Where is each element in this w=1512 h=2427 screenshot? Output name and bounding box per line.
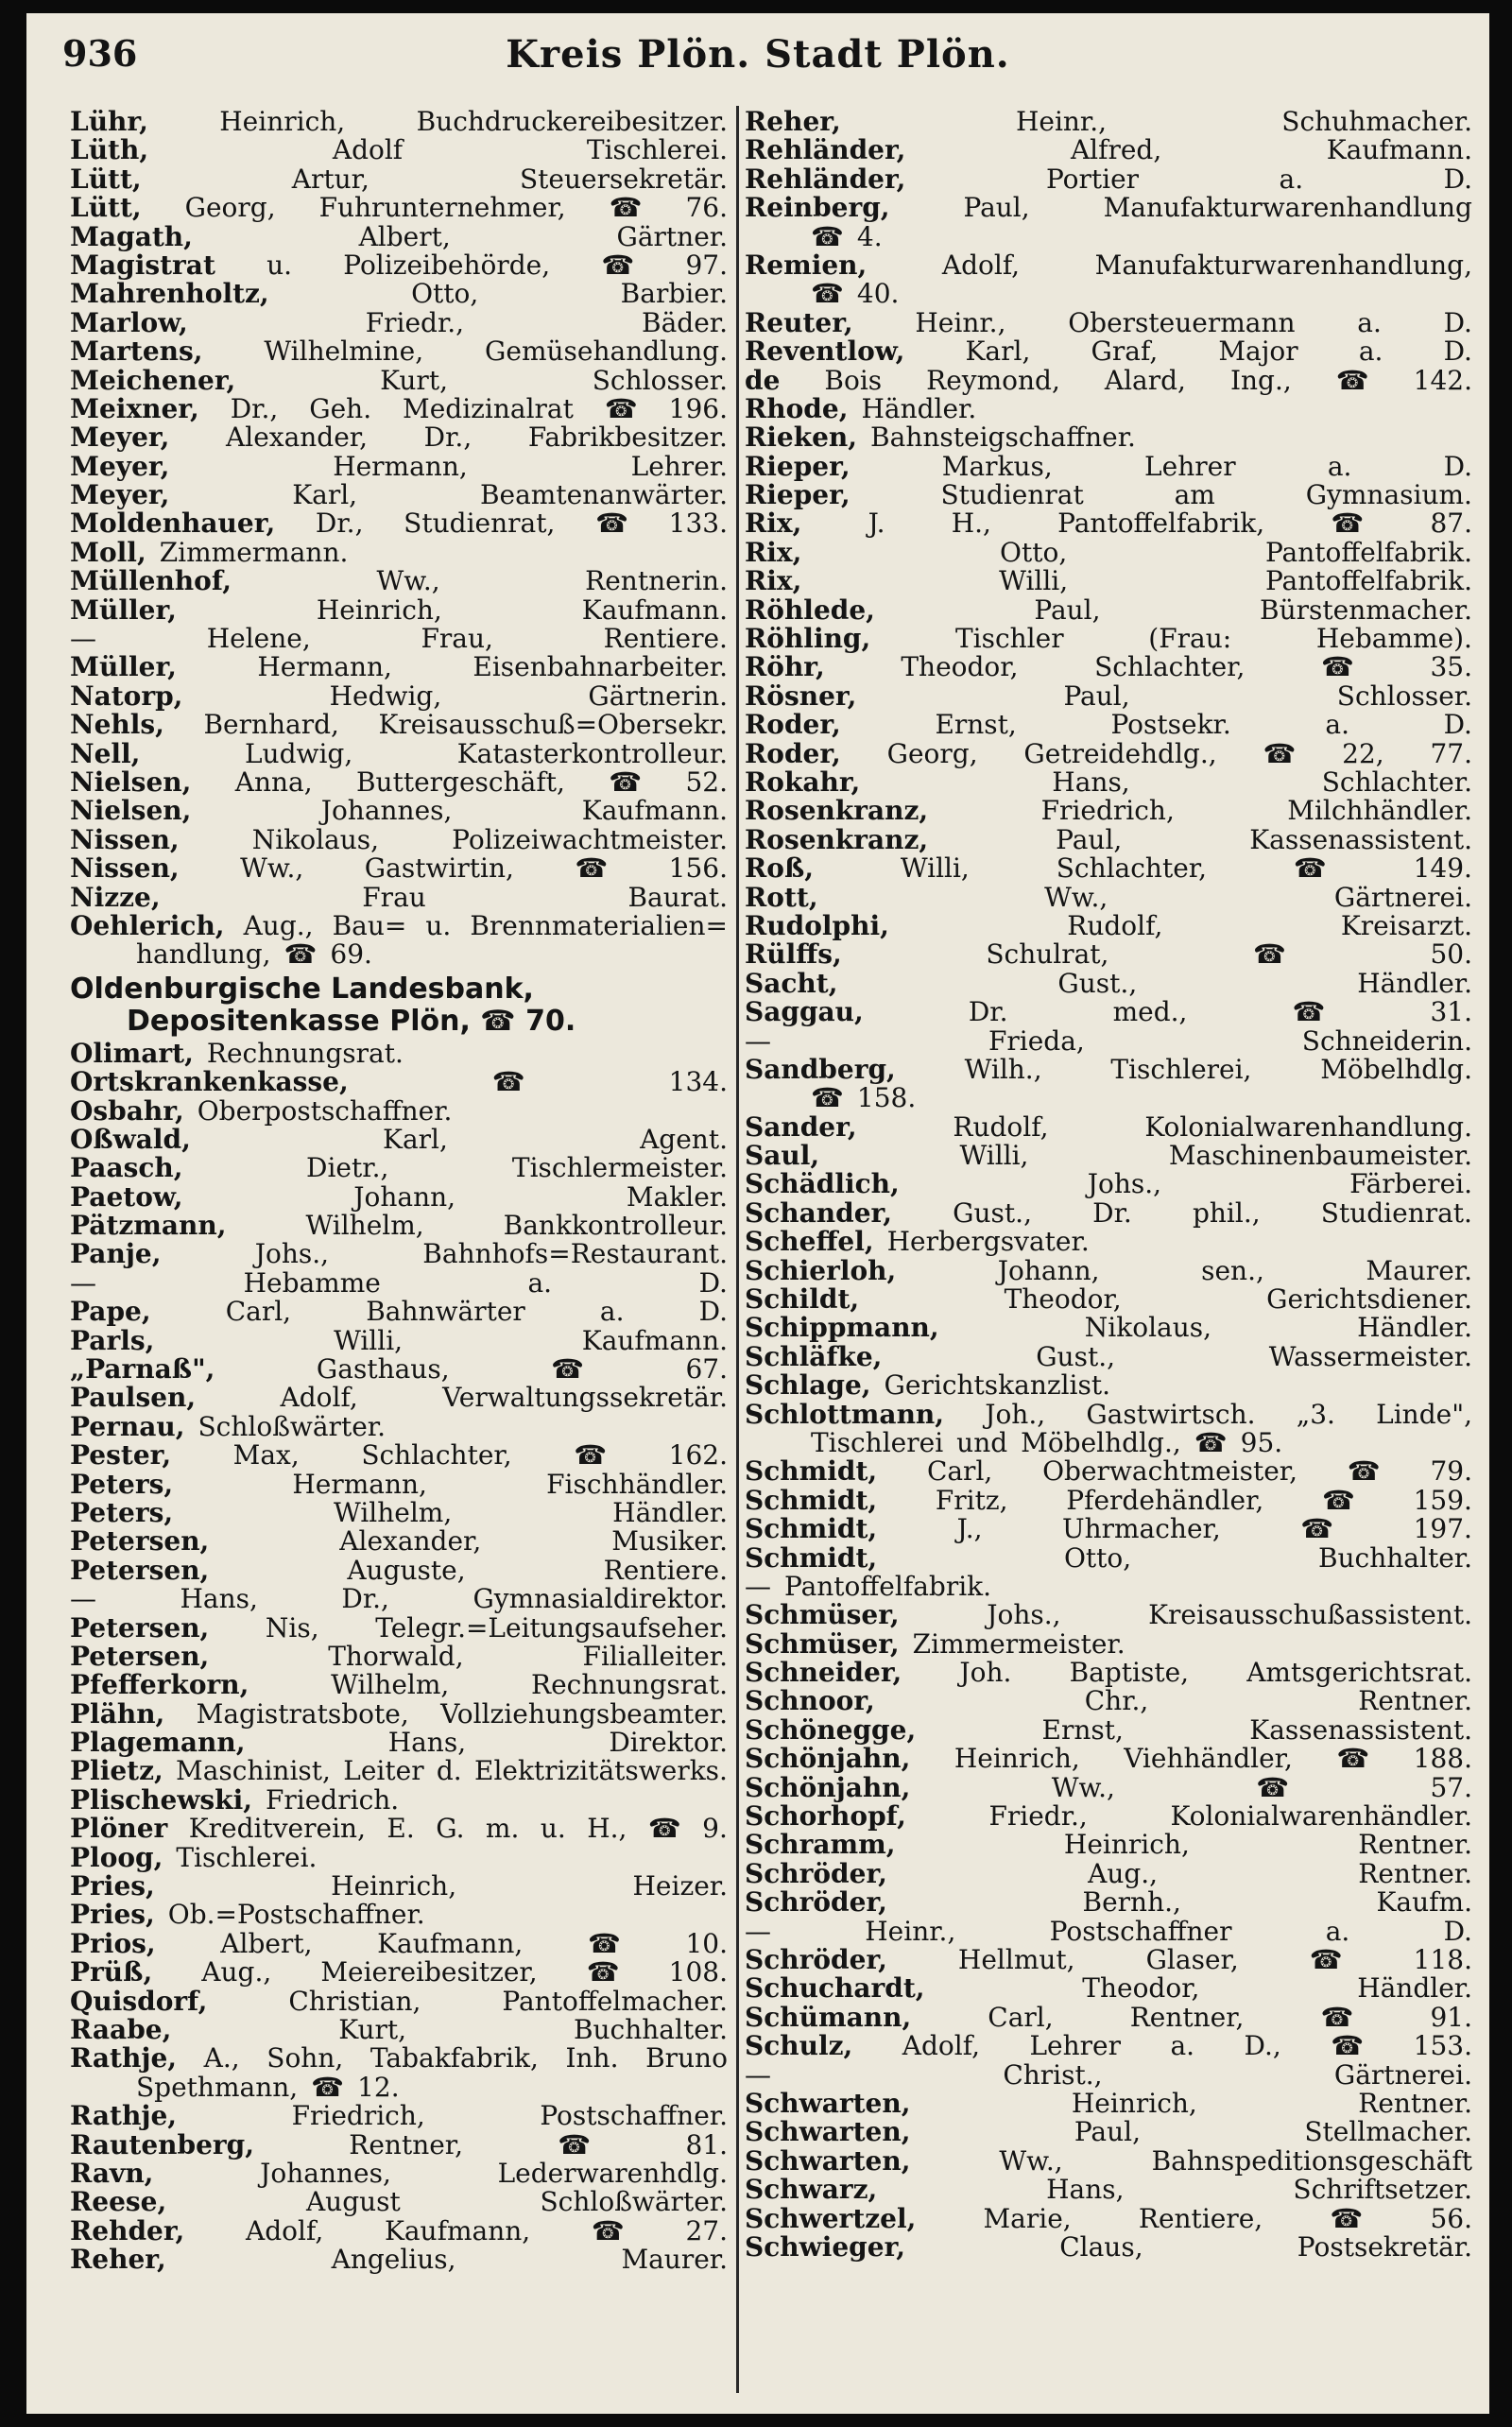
directory-entry: — Frieda, Schneiderin. bbox=[745, 1026, 1472, 1056]
directory-entry: — Hans, Dr., Gymnasialdirektor. bbox=[70, 1585, 728, 1614]
directory-entry: Rosenkranz, Friedrich, Milchhändler. bbox=[745, 797, 1472, 826]
right-entries bbox=[745, 108, 1472, 2262]
directory-entry: Schander, Gust., Dr. phil., Studienrat. bbox=[745, 1198, 1472, 1229]
directory-entry: Röhling, Tischler (Frau: Hebamme). bbox=[745, 625, 1472, 654]
directory-entry: Oehlerich, Aug., Bau= u. Brennmaterialien= bbox=[70, 911, 728, 941]
directory-entry: Spethmann, ☎ 12. bbox=[136, 2073, 400, 2103]
directory-entry: Rülffs, Schulrat, ☎ 50. bbox=[745, 940, 1472, 970]
directory-entry: Rathje, Friedrich, Postschaffner. bbox=[70, 2102, 728, 2131]
directory-entry: Schwarten, Heinrich, Rentner. bbox=[745, 2089, 1472, 2119]
directory-entry: Rautenberg, Rentner, ☎ 81. bbox=[70, 2130, 728, 2160]
directory-entry: — Pantoffelfabrik. bbox=[745, 1572, 992, 1602]
directory-entry: Roß, Willi, Schlachter, ☎ 149. bbox=[745, 854, 1472, 884]
directory-entry: Rehländer, Alfred, Kaufmann. bbox=[745, 136, 1472, 165]
directory-entry: Nissen, Nikolaus, Polizeiwachtmeister. bbox=[70, 825, 728, 855]
left-column bbox=[70, 108, 728, 2275]
directory-entry: Panje, Johs., Bahnhofs=Restaurant. bbox=[70, 1240, 728, 1269]
directory-entry: Natorp, Hedwig, Gärtnerin. bbox=[70, 681, 728, 712]
directory-entry: Magath, Albert, Gärtner. bbox=[70, 222, 728, 251]
directory-entry: Müller, Hermann, Eisenbahnarbeiter. bbox=[70, 653, 728, 682]
directory-entry: Schorhopf, Friedr., Kolonialwarenhändler. bbox=[745, 1802, 1472, 1832]
directory-entry: Schmidt, J., Uhrmacher, ☎ 197. bbox=[745, 1515, 1472, 1544]
directory-entry: Lütt, Georg, Fuhrunternehmer, ☎ 76. bbox=[70, 194, 728, 223]
directory-entry: Pries, Ob.=Postschaffner. bbox=[70, 1901, 425, 1930]
directory-entry: Petersen, Nis, Telegr.=Leitungsaufseher. bbox=[70, 1613, 728, 1643]
directory-entry: Nizze, Frau Baurat. bbox=[70, 883, 728, 912]
directory-entry: ☎ 4. bbox=[811, 222, 883, 251]
directory-entry: Schippmann, Nikolaus, Händler. bbox=[745, 1314, 1472, 1343]
directory-entry: Ortskrankenkasse, ☎ 134. bbox=[70, 1068, 728, 1097]
directory-entry: Schönegge, Ernst, Kassenassistent. bbox=[745, 1715, 1472, 1746]
directory-entry: Rehder, Adolf, Kaufmann, ☎ 27. bbox=[70, 2216, 728, 2246]
directory-entry: Petersen, Alexander, Musiker. bbox=[70, 1527, 728, 1557]
directory-entry: Paetow, Johann, Makler. bbox=[70, 1182, 728, 1213]
directory-entry: Schlage, Gerichtskanzlist. bbox=[745, 1371, 1111, 1401]
directory-entry: Rieper, Studienrat am Gymnasium. bbox=[745, 481, 1472, 510]
directory-entry: Tischlerei und Möbelhdlg., ☎ 95. bbox=[811, 1428, 1283, 1458]
directory-entry: Martens, Wilhelmine, Gemüsehandlung. bbox=[70, 337, 728, 367]
column-divider bbox=[736, 106, 739, 2393]
directory-entry: Rokahr, Hans, Schlachter. bbox=[745, 767, 1472, 798]
directory-entry: Schmüser, Johs., Kreisausschußassistent. bbox=[745, 1601, 1472, 1630]
directory-entry: Ploog, Tischlerei. bbox=[70, 1843, 318, 1873]
directory-entry: Meixner, Dr., Geh. Medizinalrat ☎ 196. bbox=[70, 394, 728, 424]
directory-entry: Reher, Angelius, Maurer. bbox=[70, 2246, 728, 2275]
bank-entry bbox=[70, 973, 728, 1038]
directory-entry: Reinberg, Paul, Manufakturwarenhandlung bbox=[745, 194, 1472, 223]
directory-entry: — Heinr., Postschaffner a. D. bbox=[745, 1917, 1472, 1946]
directory-entry: Nell, Ludwig, Katasterkontrolleur. bbox=[70, 739, 728, 768]
left-entries-continued bbox=[70, 1040, 728, 2275]
directory-entry: Rhode, Händler. bbox=[745, 394, 977, 424]
directory-entry: Moldenhauer, Dr., Studienrat, ☎ 133. bbox=[70, 509, 728, 539]
directory-entry: Osbahr, Oberpostschaffner. bbox=[70, 1096, 453, 1126]
directory-entry: Müller, Heinrich, Kaufmann. bbox=[70, 595, 728, 626]
directory-entry: Rieken, Bahnsteigschaffner. bbox=[745, 423, 1136, 453]
directory-entry: Parls, Willi, Kaufmann. bbox=[70, 1326, 728, 1356]
directory-entry: Remien, Adolf, Manufakturwarenhandlung, bbox=[745, 250, 1472, 281]
right-column bbox=[745, 108, 1472, 2262]
directory-entry: — Helene, Frau, Rentiere. bbox=[70, 625, 728, 654]
directory-entry: de Bois Reymond, Alard, Ing., ☎ 142. bbox=[745, 366, 1472, 395]
directory-entry: Rehländer, Portier a. D. bbox=[745, 164, 1472, 195]
directory-entry: Rieper, Markus, Lehrer a. D. bbox=[745, 452, 1472, 482]
directory-entry: Schuchardt, Theodor, Händler. bbox=[745, 1974, 1472, 2004]
directory-entry: Plähn, Magistratsbote, Vollziehungsbeamter. bbox=[70, 1699, 728, 1730]
page-number: 936 bbox=[62, 32, 138, 75]
directory-entry: Moll, Zimmermann. bbox=[70, 538, 349, 568]
directory-entry: Schulz, Adolf, Lehrer a. D., ☎ 153. bbox=[745, 2032, 1472, 2061]
directory-entry: Meyer, Karl, Beamtenanwärter. bbox=[70, 481, 728, 510]
directory-entry: Paasch, Dietr., Tischlermeister. bbox=[70, 1154, 728, 1183]
directory-entry: Plagemann, Hans, Direktor. bbox=[70, 1729, 728, 1758]
directory-entry: Schröder, Hellmut, Glaser, ☎ 118. bbox=[745, 1946, 1472, 1975]
directory-entry: Schmüser, Zimmermeister. bbox=[745, 1629, 1125, 1660]
directory-entry: Müllenhof, Ww., Rentnerin. bbox=[70, 567, 728, 596]
directory-entry: Pester, Max, Schlachter, ☎ 162. bbox=[70, 1441, 728, 1471]
directory-entry: Mahrenholtz, Otto, Barbier. bbox=[70, 280, 728, 309]
directory-entry: Schildt, Theodor, Gerichtsdiener. bbox=[745, 1285, 1472, 1315]
directory-entry: Schmidt, Fritz, Pferdehändler, ☎ 159. bbox=[745, 1486, 1472, 1516]
directory-entry: „Parnaß", Gasthaus, ☎ 67. bbox=[70, 1355, 728, 1385]
directory-entry: ☎ 158. bbox=[811, 1084, 917, 1113]
directory-entry: Schröder, Bernh., Kaufm. bbox=[745, 1888, 1472, 1918]
directory-entry: Prüß, Aug., Meiereibesitzer, ☎ 108. bbox=[70, 1958, 728, 1988]
directory-entry: Scheffel, Herbergsvater. bbox=[745, 1228, 1090, 1257]
directory-entry: Prios, Albert, Kaufmann, ☎ 10. bbox=[70, 1929, 728, 1959]
directory-entry: Olimart, Rechnungsrat. bbox=[70, 1039, 404, 1069]
directory-entry: Sander, Rudolf, Kolonialwarenhandlung. bbox=[745, 1112, 1472, 1143]
bank-entry-line2: Depositenkasse Plön, ☎ 70. bbox=[127, 1004, 576, 1038]
directory-entry: Nielsen, Anna, Buttergeschäft, ☎ 52. bbox=[70, 767, 728, 798]
directory-entry: Schierloh, Johann, sen., Maurer. bbox=[745, 1256, 1472, 1286]
directory-entry: Rudolphi, Rudolf, Kreisarzt. bbox=[745, 911, 1472, 941]
directory-entry: Raabe, Kurt, Buchhalter. bbox=[70, 2016, 728, 2045]
running-title: Kreis Plön. Stadt Plön. bbox=[506, 32, 1010, 77]
directory-entry: Schmidt, Carl, Oberwachtmeister, ☎ 79. bbox=[745, 1457, 1472, 1487]
directory-entry: Peters, Wilhelm, Händler. bbox=[70, 1498, 728, 1528]
directory-entry: Schramm, Heinrich, Rentner. bbox=[745, 1831, 1472, 1860]
directory-entry: Schröder, Aug., Rentner. bbox=[745, 1859, 1472, 1889]
directory-entry: Rosenkranz, Paul, Kassenassistent. bbox=[745, 825, 1472, 855]
directory-entry: Pape, Carl, Bahnwärter a. D. bbox=[70, 1298, 728, 1327]
directory-entry: Röhlede, Paul, Bürstenmacher. bbox=[745, 595, 1472, 626]
directory-entry: Rix, Otto, Pantoffelfabrik. bbox=[745, 538, 1472, 568]
directory-entry: Lütt, Artur, Steuersekretär. bbox=[70, 164, 728, 195]
directory-entry: Nielsen, Johannes, Kaufmann. bbox=[70, 797, 728, 826]
directory-entry: Rösner, Paul, Schlosser. bbox=[745, 681, 1472, 712]
directory-entry: Reese, August Schloßwärter. bbox=[70, 2188, 728, 2217]
directory-entry: Schläfke, Gust., Wassermeister. bbox=[745, 1342, 1472, 1372]
directory-entry: Schlottmann, Joh., Gastwirtsch. „3. Linde", bbox=[745, 1400, 1472, 1429]
directory-entry: handlung, ☎ 69. bbox=[136, 940, 372, 970]
directory-entry: Lüth, Adolf Tischlerei. bbox=[70, 136, 728, 165]
directory-entry: Quisdorf, Christian, Pantoffelmacher. bbox=[70, 1987, 728, 2016]
directory-entry: — Hebamme a. D. bbox=[70, 1268, 728, 1299]
directory-entry: Meichener, Kurt, Schlosser. bbox=[70, 366, 728, 395]
directory-entry: Saggau, Dr. med., ☎ 31. bbox=[745, 998, 1472, 1027]
directory-entry: Schönjahn, Ww., ☎ 57. bbox=[745, 1773, 1472, 1803]
directory-entry: ☎ 40. bbox=[811, 280, 900, 309]
directory-entry: Marlow, Friedr., Bäder. bbox=[70, 308, 728, 338]
directory-entry: Rott, Ww., Gärtnerei. bbox=[745, 883, 1472, 912]
directory-entry: Schönjahn, Heinrich, Viehhändler, ☎ 188. bbox=[745, 1745, 1472, 1774]
directory-entry: Ravn, Johannes, Lederwarenhdlg. bbox=[70, 2159, 728, 2189]
directory-entry: Reuter, Heinr., Obersteuermann a. D. bbox=[745, 308, 1472, 338]
directory-entry: Rix, J. H., Pantoffelfabrik, ☎ 87. bbox=[745, 509, 1472, 539]
directory-entry: Roder, Georg, Getreidehdlg., ☎ 22, 77. bbox=[745, 739, 1472, 768]
directory-entry: Pries, Heinrich, Heizer. bbox=[70, 1872, 728, 1902]
directory-entry: Paulsen, Adolf, Verwaltungssekretär. bbox=[70, 1384, 728, 1413]
directory-entry: Schümann, Carl, Rentner, ☎ 91. bbox=[745, 2003, 1472, 2033]
directory-entry: Schädlich, Johs., Färberei. bbox=[745, 1170, 1472, 1199]
directory-entry: Reventlow, Karl, Graf, Major a. D. bbox=[745, 337, 1472, 367]
directory-entry: Nehls, Bernhard, Kreisausschuß=Obersekr. bbox=[70, 711, 728, 740]
directory-entry: Schneider, Joh. Baptiste, Amtsgerichtsrat. bbox=[745, 1659, 1472, 1688]
directory-entry: Magistrat u. Polizeibehörde, ☎ 97. bbox=[70, 250, 728, 281]
directory-entry: Pfefferkorn, Wilhelm, Rechnungsrat. bbox=[70, 1671, 728, 1700]
directory-entry: Schwarz, Hans, Schriftsetzer. bbox=[745, 2176, 1472, 2205]
directory-entry: Röhr, Theodor, Schlachter, ☎ 35. bbox=[745, 653, 1472, 682]
directory-entry: Rix, Willi, Pantoffelfabrik. bbox=[745, 567, 1472, 596]
directory-entry: Schmidt, Otto, Buchhalter. bbox=[745, 1543, 1472, 1573]
directory-entry: Reher, Heinr., Schuhmacher. bbox=[745, 108, 1472, 137]
bank-entry-line1: Oldenburgische Landesbank, bbox=[70, 972, 534, 1006]
directory-entry: Schwarten, Paul, Stellmacher. bbox=[745, 2118, 1472, 2147]
directory-page bbox=[26, 13, 1489, 2414]
left-entries bbox=[70, 108, 728, 970]
directory-entry: Roder, Ernst, Postsekr. a. D. bbox=[745, 711, 1472, 740]
directory-entry: Meyer, Hermann, Lehrer. bbox=[70, 452, 728, 482]
directory-entry: Schwertzel, Marie, Rentiere, ☎ 56. bbox=[745, 2204, 1472, 2233]
directory-entry: Plöner Kreditverein, E. G. m. u. H., ☎ 9. bbox=[70, 1815, 728, 1844]
directory-entry: Peters, Hermann, Fischhändler. bbox=[70, 1470, 728, 1499]
directory-entry: Schwarten, Ww., Bahnspeditionsgeschäft bbox=[745, 2146, 1472, 2177]
directory-entry: Nissen, Ww., Gastwirtin, ☎ 156. bbox=[70, 854, 728, 884]
directory-entry: Plischewski, Friedrich. bbox=[70, 1785, 400, 1816]
directory-entry: — Christ., Gärtnerei. bbox=[745, 2060, 1472, 2090]
directory-entry: Sandberg, Wilh., Tischlerei, Möbelhdlg. bbox=[745, 1055, 1472, 1085]
directory-entry: Schnoor, Chr., Rentner. bbox=[745, 1687, 1472, 1716]
directory-entry: Petersen, Thorwald, Filialleiter. bbox=[70, 1642, 728, 1672]
directory-entry: Lühr, Heinrich, Buchdruckereibesitzer. bbox=[70, 108, 728, 137]
directory-entry: Petersen, Auguste, Rentiere. bbox=[70, 1556, 728, 1586]
directory-entry: Oßwald, Karl, Agent. bbox=[70, 1125, 728, 1155]
directory-entry: Meyer, Alexander, Dr., Fabrikbesitzer. bbox=[70, 423, 728, 453]
directory-entry: Schwieger, Claus, Postsekretär. bbox=[745, 2232, 1472, 2263]
directory-entry: Pernau, Schloßwärter. bbox=[70, 1412, 386, 1442]
directory-entry: Pätzmann, Wilhelm, Bankkontrolleur. bbox=[70, 1212, 728, 1241]
page-header bbox=[62, 28, 1453, 85]
directory-entry: Rathje, A., Sohn, Tabakfabrik, Inh. Bruno bbox=[70, 2044, 728, 2074]
directory-entry: Saul, Willi, Maschinenbaumeister. bbox=[745, 1142, 1472, 1171]
directory-entry: Plietz, Maschinist, Leiter d. Elektrizitätswerks. bbox=[70, 1757, 728, 1786]
directory-entry: Sacht, Gust., Händler. bbox=[745, 969, 1472, 999]
